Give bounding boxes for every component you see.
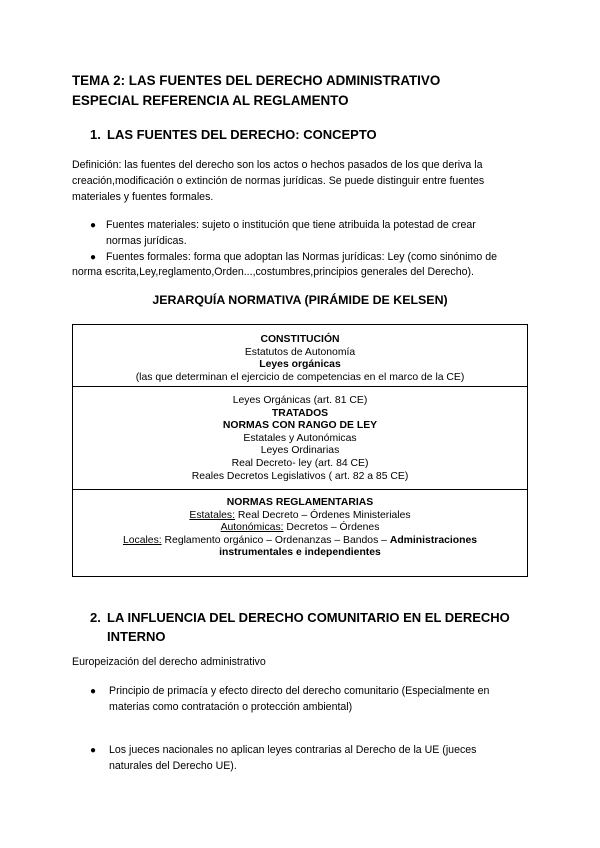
estatutos-label: Estatutos de Autonomía	[244, 346, 356, 358]
definition-line-1: Definición: las fuentes del derecho son los actos o hechos pasados de los que deriva la	[72, 159, 483, 171]
autonomicas-text: Decretos – Órdenes	[283, 522, 380, 534]
document-title	[72, 71, 542, 111]
s2-bullet-1-line-1: Principio de primacía y efecto directo del derecho comunitario (Especialmente en	[109, 685, 490, 697]
definition-paragraph	[72, 158, 532, 205]
instrumentales-label: instrumentales e independientes	[219, 547, 381, 559]
normas-reglamentarias-label: NORMAS REGLAMENTARIAS	[226, 497, 374, 508]
bullet-1-line-1: Fuentes materiales: sujeto o institución que tiene atribuida la potestad de crear	[106, 219, 476, 231]
leyes-organicas-art: Leyes Orgánicas (art. 81 CE)	[232, 395, 368, 406]
hierarchy-heading: JERARQUÍA NORMATIVA (PIRÁMIDE DE KELSEN)	[152, 293, 448, 307]
title-line-2: ESPECIAL REFERENCIA AL REGLAMENTO	[72, 93, 349, 108]
leyes-organicas-note: (las que determinan el ejercicio de competencias en el marco de la CE)	[135, 371, 465, 383]
estatales-text: Real Decreto – Órdenes Ministeriales	[235, 509, 411, 521]
normas-rango-ley-label: NORMAS CON RANGO DE LEY	[222, 420, 378, 432]
bullet-icon: ●	[90, 745, 97, 756]
definition-line-3: materiales y fuentes formales.	[72, 190, 214, 203]
autonomicas-line	[73, 522, 527, 535]
section-2-number: 2.	[90, 610, 101, 625]
section-1-number: 1.	[90, 127, 101, 142]
section-2-title-line-1: LA INFLUENCIA DEL DERECHO COMUNITARIO EN EL DERECHO	[107, 610, 510, 625]
constitucion-label: CONSTITUCIÓN	[260, 334, 340, 345]
list-item	[72, 218, 528, 250]
autonomicas-label: Autonómicas:	[220, 522, 284, 534]
hierarchy-block-3	[73, 490, 527, 576]
administraciones-label: Administraciones	[389, 534, 478, 546]
estatales-autonomicas-label: Estatales y Autonómicas	[243, 432, 357, 444]
leyes-ordinarias-label: Leyes Ordinarias	[260, 445, 340, 457]
s2-bullet-1-line-2: materias como contratación o protección ambiental)	[109, 700, 353, 713]
list-item	[72, 684, 528, 716]
hierarchy-block-2	[73, 387, 527, 490]
bullet-1-line-2: normas jurídicas.	[106, 234, 187, 247]
bullet-icon: ●	[90, 220, 97, 231]
section-1-title: LAS FUENTES DEL DERECHO: CONCEPTO	[107, 127, 377, 142]
locales-text: Reglamento orgánico – Ordenanzas – Bandos –	[161, 534, 390, 546]
section-2-heading	[90, 608, 530, 648]
section-2-intro: Europeización del derecho administrativo	[72, 656, 266, 668]
leyes-organicas-label: Leyes orgánicas	[259, 359, 341, 371]
estatales-line	[73, 510, 527, 523]
list-item	[72, 250, 528, 282]
bullet-2-line-1: Fuentes formales: forma que adoptan las Normas jurídicas: Ley (como sinónimo de	[106, 250, 497, 263]
reales-decretos-legislativos-label: Reales Decretos Legislativos ( art. 82 a 85 CE)	[191, 470, 409, 482]
section-2-title-line-2: INTERNO	[107, 629, 166, 644]
title-line-1: TEMA 2: LAS FUENTES DEL DERECHO ADMINISTRATIVO	[72, 73, 441, 88]
bullet-icon: ●	[90, 251, 97, 263]
s2-bullet-2-line-2: naturales del Derecho UE).	[109, 759, 237, 772]
list-item	[72, 743, 528, 775]
bullet-list-1	[72, 218, 528, 281]
tratados-label: TRATADOS	[271, 407, 329, 419]
bullet-2-line-2: norma escrita,Ley,reglamento,Orden...,costumbres,principios generales del Derecho).	[72, 266, 474, 279]
real-decreto-ley-label: Real Decreto- ley (art. 84 CE)	[231, 457, 369, 469]
hierarchy-table	[72, 324, 528, 577]
s2-bullet-2-line-1: Los jueces nacionales no aplican leyes contrarias al Derecho de la UE (jueces	[109, 744, 477, 756]
bullet-icon: ●	[90, 686, 97, 697]
locales-label: Locales:	[122, 534, 162, 546]
estatales-label: Estatales:	[189, 509, 236, 521]
locales-line	[73, 535, 527, 548]
definition-line-2: creación,modificación o extinción de normas jurídicas. Se puede distinguir entre fuentes	[72, 174, 485, 187]
hierarchy-block-1	[73, 325, 527, 387]
